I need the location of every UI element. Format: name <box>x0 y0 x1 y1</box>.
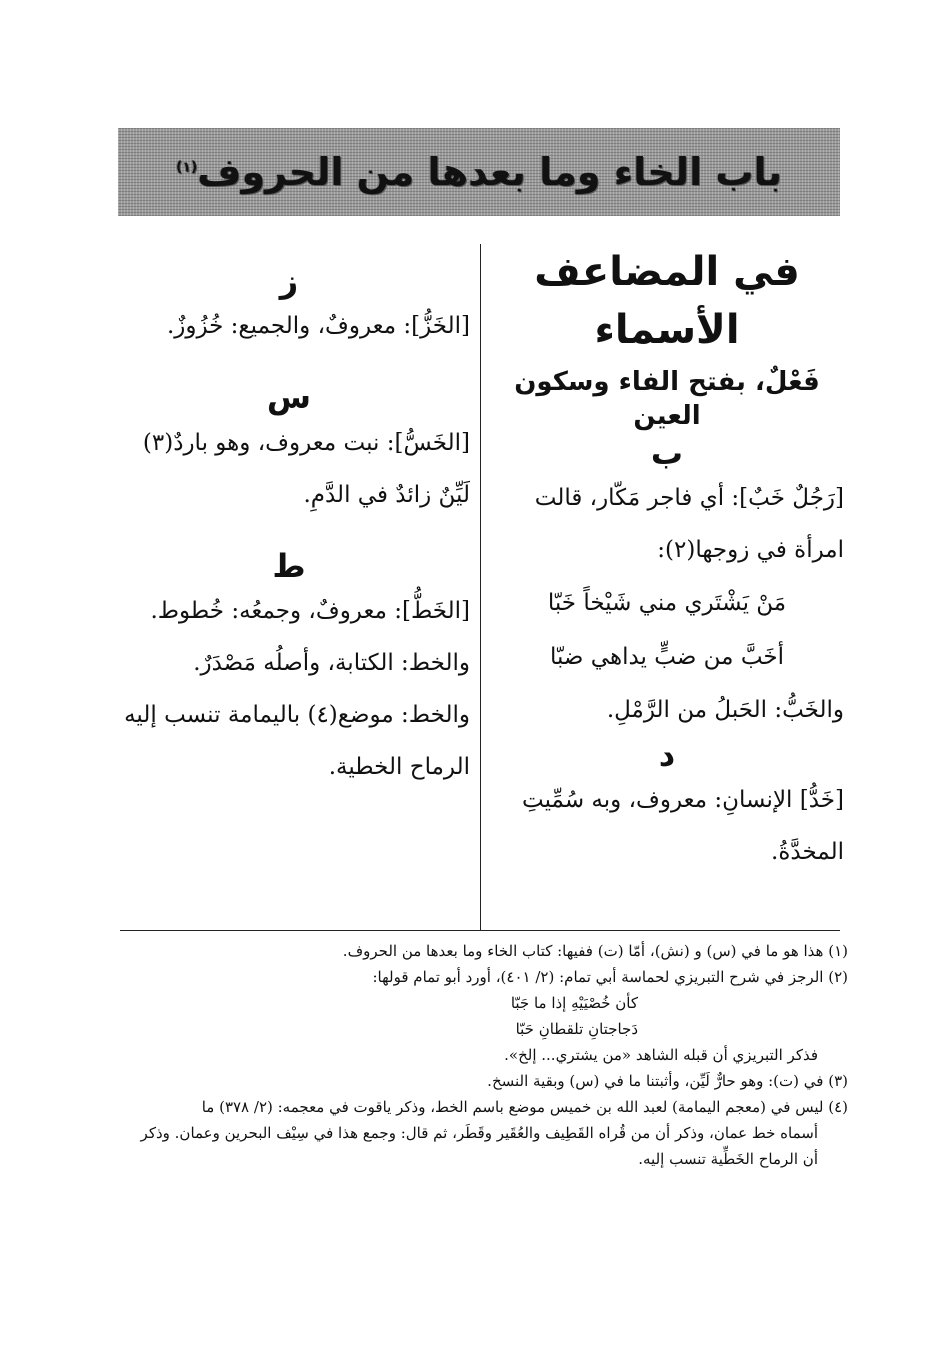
entry-khadd: [خَدُّ] الإنسانِ: معروف، وبه سُمِّيتِ المخدَّةُ. <box>522 787 844 866</box>
chapter-title-text: باب الخاء وما بعدها من الحروف <box>197 150 783 194</box>
verse-line-2: أخَبَّ من ضبٍّ يداهي ضبّا <box>549 643 785 670</box>
footnotes <box>110 938 848 1172</box>
footnote-2-verse-1: كأن خُصْيَيْهِ إذا ما جَبّا <box>510 994 638 1012</box>
letter-heading-sin: س <box>266 378 312 417</box>
pattern-heading: فَعْلٌ، بفتح الفاء وسكون العين <box>514 367 820 431</box>
footnote-1: (١) هذا هو ما في (س) و (نش)، أمّا (ت) ففيها: كتاب الخاء وما بعدها من الحروف. <box>342 942 848 960</box>
letter-heading-dal: د <box>658 735 676 774</box>
footnote-divider <box>120 930 840 931</box>
footnote-4-line-2: أسماه خط عمان، وذكر أن من قُراه القَطِيف والعُقَير وقَطَر، ثم قال: وجمع هذا في سِيْف البحرين وعمان. وذكر <box>140 1124 818 1142</box>
chapter-title <box>176 150 782 194</box>
footnote-4-line-1: (٤) ليس في (معجم اليمامة) لعبد الله بن خميس موضع باسم الخط، وذكر ياقوت في معجمه: (٢/ ٣٧٨) ما <box>201 1098 848 1116</box>
footnote-4-line-3: أن الرماح الخَطِّية تنسب إليه. <box>638 1150 818 1168</box>
entry-khabb-rope: والخَبُّ: الحَبلُ من الرَّمْلِ. <box>606 696 844 723</box>
column-divider <box>480 244 481 930</box>
entry-khatt-1: [الخَطُّ]: معروفٌ، وجمعُه: خُطوط. <box>150 598 470 625</box>
entry-khabb: [رَجُلٌ خَبٌ]: أي فاجر مَكّار، قالت امرأة في زوجها(٢): <box>534 484 844 563</box>
letter-heading-zay: ز <box>279 262 299 300</box>
entry-khass: [الخَسُّ]: نبت معروف، وهو باردٌ(٣) لَيِّنٌ زائدٌ في الدَّمِ. <box>142 429 470 508</box>
left-column <box>108 262 470 793</box>
section-heading: في المضاعف <box>534 249 800 295</box>
letter-heading-ba: ب <box>650 433 684 472</box>
footnote-2-tail: فذكر التبريزي أن قبله الشاهد «من يشتري... إلخ». <box>504 1046 818 1064</box>
entry-khatt-3: والخط: موضع(٤) باليمامة تنسب إليه الرماح الخطية. <box>124 702 470 781</box>
letter-heading-ta: ط <box>272 546 306 585</box>
chapter-banner <box>118 128 840 216</box>
footnote-2-verse-2: دَجاجتانِ تلقطانِ حَبّا <box>515 1020 638 1038</box>
verse-line-1: مَنْ يَشْتَري مني شَيْخاً خَبّا <box>547 589 787 616</box>
footnote-2: (٢) الرجز في شرح التبريزي لحماسة أبي تمام: (٢/ ٤٠١)، أورد أبو تمام قولها: <box>372 968 848 986</box>
chapter-title-note: (١) <box>175 159 198 176</box>
entry-khatt-2: والخط: الكتابة، وأصلُه مَصْدَرٌ. <box>193 650 470 677</box>
footnote-3: (٣) في (ت): وهو حارٌّ لَيِّن، وأثبتنا ما في (س) وبقية النسخ. <box>487 1072 848 1090</box>
subsection-heading: الأسماء <box>594 307 740 353</box>
entry-khazz: [الخَزُّ]: معروفٌ، والجميع: خُزُوزٌ. <box>166 313 470 340</box>
right-column <box>490 250 844 878</box>
